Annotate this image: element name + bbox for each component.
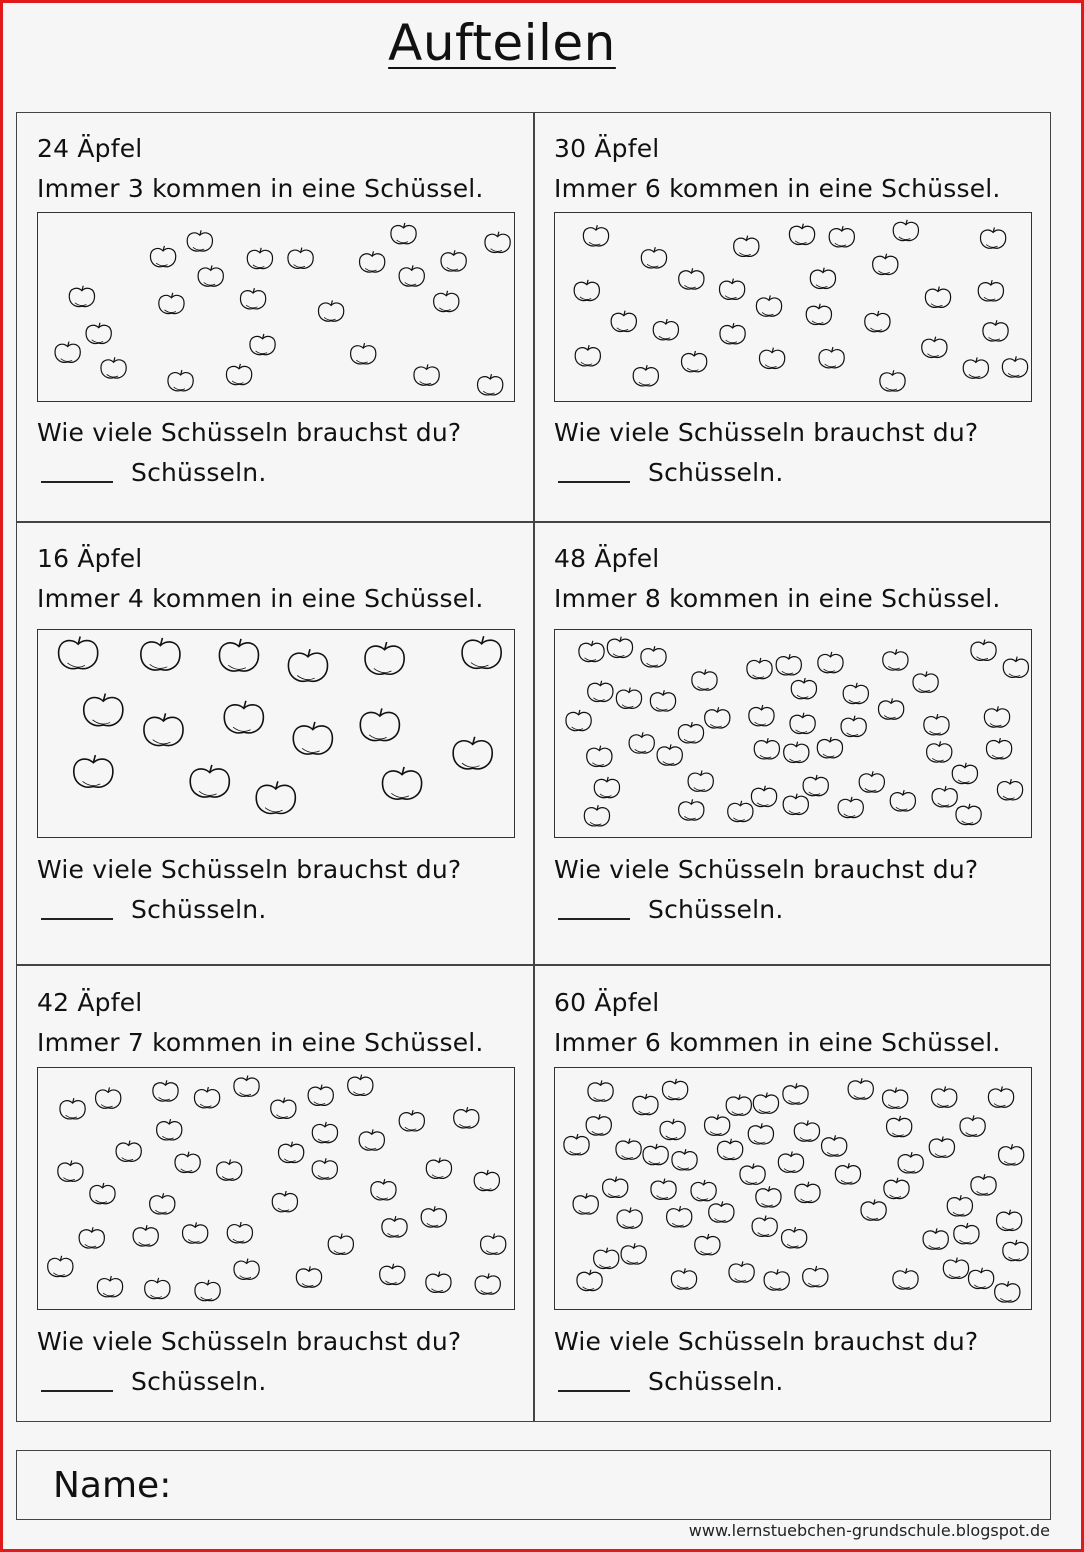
apple-icon [754, 738, 779, 759]
apple-icon [817, 737, 842, 758]
apple-icon [657, 744, 682, 765]
apple-icon [288, 649, 327, 681]
apple-icon [485, 232, 510, 253]
task-question: Wie viele Schüsseln brauchst du? [37, 1327, 462, 1356]
apple-icon [841, 716, 866, 737]
apple-icon [633, 1094, 658, 1115]
task-group-size: Immer 6 kommen in eine Schüssel. [554, 1028, 1001, 1057]
task-group-size: Immer 6 kommen in eine Schüssel. [554, 174, 1001, 203]
apple-icon [829, 226, 854, 247]
answer-blank[interactable] [558, 481, 630, 483]
apple-icon [153, 1080, 178, 1101]
apple-icon [441, 250, 466, 271]
apple-icon [399, 1110, 424, 1131]
apple-icon [651, 1179, 676, 1200]
apple-icon [159, 293, 184, 314]
apple-icon [633, 365, 658, 386]
apple-icon [288, 248, 313, 269]
apple-icon [859, 771, 884, 792]
apple-icon [133, 1225, 158, 1246]
apple-icon [783, 794, 808, 815]
apple-icon [348, 1075, 373, 1096]
apple-icon [764, 1269, 789, 1290]
apple-icon [759, 348, 784, 369]
task-apple-count: 30 Äpfel [554, 134, 660, 163]
apple-icon [588, 1080, 613, 1101]
apple-icon [219, 639, 258, 671]
apple-icon [818, 652, 843, 673]
apple-icon [69, 286, 94, 307]
task-group-size: Immer 7 kommen in eine Schüssel. [37, 1028, 484, 1057]
apple-icon [97, 1276, 122, 1297]
answer-blank[interactable] [558, 918, 630, 920]
apple-icon [101, 357, 126, 378]
apple-icon [883, 1087, 908, 1108]
apple-icon [198, 265, 223, 286]
apple-icon [577, 1270, 602, 1291]
apple-icon [641, 646, 666, 667]
apple-icon [1003, 657, 1028, 678]
apple-icon [835, 1163, 860, 1184]
apple-icon [371, 1179, 396, 1200]
apple-icon [843, 683, 868, 704]
apple-box [554, 1067, 1032, 1310]
task-question: Wie viele Schüsseln brauchst du? [37, 855, 462, 884]
apple-icon [751, 786, 776, 807]
apple-icon [574, 280, 599, 301]
apple-icon [224, 701, 263, 733]
apple-icon [234, 1076, 259, 1097]
grid-divider-row-2 [16, 964, 1051, 966]
apple-icon [952, 763, 977, 784]
apple-icon [968, 1268, 993, 1289]
task-apple-count: 48 Äpfel [554, 544, 660, 573]
answer-label: Schüsseln. [131, 895, 267, 924]
apple-icon [999, 1144, 1024, 1165]
apple-icon [810, 268, 835, 289]
task-question: Wie viele Schüsseln brauchst du? [554, 1327, 979, 1356]
apple-icon [629, 732, 654, 753]
apple-icon [360, 251, 385, 272]
apple-box [554, 212, 1032, 402]
grid-divider-vertical [533, 112, 535, 1422]
apple-icon [296, 1266, 321, 1287]
apple-icon [454, 1107, 479, 1128]
apple-icon [566, 710, 591, 731]
answer-label: Schüsseln. [131, 1367, 267, 1396]
apple-icon [234, 1259, 259, 1280]
apple-icon [791, 678, 816, 699]
apple-icon [890, 790, 915, 811]
apple-icon [883, 649, 908, 670]
apple-icon [616, 1138, 641, 1159]
apple-box [554, 629, 1032, 838]
apple-icon [79, 1227, 104, 1248]
apple-icon [588, 681, 613, 702]
apple-icon [475, 1273, 500, 1294]
apple-icon [778, 1152, 803, 1173]
apple-icon [932, 1086, 957, 1107]
task-apple-count: 24 Äpfel [37, 134, 143, 163]
answer-label: Schüsseln. [131, 458, 267, 487]
task-question: Wie viele Schüsseln brauchst du? [554, 855, 979, 884]
apple-icon [927, 741, 952, 762]
apple-icon [90, 1183, 115, 1204]
apple-icon [873, 254, 898, 275]
apple-icon [621, 1243, 646, 1264]
apple-icon [734, 236, 759, 257]
apple-icon [995, 1281, 1020, 1302]
apple-icon [705, 707, 730, 728]
apple-icon [753, 1092, 778, 1113]
apple-icon [594, 777, 619, 798]
apple-icon [984, 706, 1009, 727]
apple-icon [913, 671, 938, 692]
apple-icon [643, 1144, 668, 1165]
apple-icon [579, 641, 604, 662]
apple-icon [756, 295, 781, 316]
apple-icon [662, 1079, 687, 1100]
apple-icon [848, 1078, 873, 1099]
apple-icon [983, 320, 1008, 341]
apple-icon [271, 1098, 296, 1119]
apple-icon [943, 1258, 968, 1279]
apple-icon [116, 1141, 141, 1162]
apple-icon [60, 1098, 85, 1119]
apple-icon [688, 770, 713, 791]
apple-icon [988, 1086, 1013, 1107]
apple-icon [720, 323, 745, 344]
apple-icon [278, 1142, 303, 1163]
apple-icon [678, 722, 703, 743]
apple-icon [150, 1193, 175, 1214]
apple-icon [365, 642, 404, 674]
apple-box [37, 629, 515, 838]
apple-icon [256, 781, 295, 813]
apple-icon [748, 1123, 773, 1144]
apple-icon [717, 1139, 742, 1160]
apple-icon [55, 342, 80, 363]
apple-icon [729, 1261, 754, 1282]
apple-icon [884, 1178, 909, 1199]
task-question: Wie viele Schüsseln brauchst du? [554, 418, 979, 447]
apple-icon [641, 247, 666, 268]
apple-icon [963, 357, 988, 378]
apple-icon [240, 288, 265, 309]
answer-label: Schüsseln. [648, 1367, 784, 1396]
apple-icon [217, 1159, 242, 1180]
apple-icon [749, 705, 774, 726]
name-label: Name: [53, 1465, 172, 1506]
answer-blank[interactable] [41, 481, 113, 483]
apple-icon [806, 304, 831, 325]
apple-icon [719, 279, 744, 300]
apple-icon [380, 1264, 405, 1285]
apple-icon [141, 638, 180, 670]
apple-icon [865, 311, 890, 332]
apple-icon [924, 714, 949, 735]
page-title: Aufteilen [388, 14, 616, 72]
apple-icon [195, 1280, 220, 1301]
apple-icon [886, 1116, 911, 1137]
apple-icon [462, 636, 501, 668]
apple-icon [616, 688, 641, 709]
apple-icon [58, 1161, 83, 1182]
apple-icon [667, 1206, 692, 1227]
apple-icon [594, 1248, 619, 1269]
task-apple-count: 42 Äpfel [37, 988, 143, 1017]
apple-icon [960, 1115, 985, 1136]
apple-icon [794, 1120, 819, 1141]
apple-icon [250, 334, 275, 355]
apple-icon [838, 797, 863, 818]
apple-icon [691, 1180, 716, 1201]
apple-icon [583, 225, 608, 246]
apple-icon [1002, 356, 1027, 377]
apple-icon [318, 300, 343, 321]
apple-icon [954, 1223, 979, 1244]
apple-icon [226, 364, 251, 385]
apple-icon [997, 779, 1022, 800]
apple-icon [360, 708, 399, 740]
apple-icon [481, 1234, 506, 1255]
apple-icon [96, 1087, 121, 1108]
apple-icon [653, 319, 678, 340]
apple-icon [783, 1083, 808, 1104]
apple-icon [293, 722, 332, 754]
apple-icon [672, 1149, 697, 1170]
apple-icon [929, 1136, 954, 1157]
apple-icon [157, 1119, 182, 1140]
apple-icon [312, 1158, 337, 1179]
task-apple-count: 60 Äpfel [554, 988, 660, 1017]
apple-icon [819, 347, 844, 368]
apple-icon [932, 786, 957, 807]
apple-icon [383, 767, 422, 799]
apple-icon [399, 265, 424, 286]
apple-box [37, 1067, 515, 1310]
apple-icon [776, 654, 801, 675]
apple-icon [573, 1193, 598, 1214]
apple-icon [168, 370, 193, 391]
apple-icon [59, 637, 98, 669]
apple-icon [426, 1158, 451, 1179]
task-apple-count: 16 Äpfel [37, 544, 143, 573]
apple-icon [803, 775, 828, 796]
apple-icon [575, 345, 600, 366]
apple-icon [971, 640, 996, 661]
apple-icon [956, 804, 981, 825]
apple-icon [607, 637, 632, 658]
apple-icon [898, 1152, 923, 1173]
apple-icon [692, 669, 717, 690]
apple-icon [359, 1129, 384, 1150]
answer-blank[interactable] [41, 1390, 113, 1392]
apple-icon [795, 1182, 820, 1203]
apple-icon [564, 1134, 589, 1155]
apple-icon [756, 1186, 781, 1207]
apple-icon [781, 1227, 806, 1248]
apple-icon [986, 738, 1011, 759]
apple-icon [391, 223, 416, 244]
apple-icon [671, 1268, 696, 1289]
apple-icon [978, 280, 1003, 301]
apple-icon [704, 1115, 729, 1136]
apple-icon [453, 737, 492, 769]
apple-icon [247, 248, 272, 269]
apple-icon [351, 343, 376, 364]
apple-icon [227, 1222, 252, 1243]
apple-icon [822, 1135, 847, 1156]
apple-icon [74, 755, 113, 787]
apple-icon [861, 1199, 886, 1220]
answer-label: Schüsseln. [648, 458, 784, 487]
apple-icon [790, 713, 815, 734]
answer-label: Schüsseln. [648, 895, 784, 924]
apple-icon [145, 1278, 170, 1299]
apple-icon [784, 742, 809, 763]
apple-icon [971, 1174, 996, 1195]
footer-url: www.lernstuebchen-grundschule.blogspot.de [688, 1521, 1050, 1540]
apple-icon [272, 1191, 297, 1212]
apple-icon [587, 746, 612, 767]
apple-icon [617, 1207, 642, 1228]
task-question: Wie viele Schüsseln brauchst du? [37, 418, 462, 447]
apple-icon [183, 1222, 208, 1243]
apple-icon [474, 1170, 499, 1191]
apple-icon [421, 1206, 446, 1227]
task-group-size: Immer 8 kommen in eine Schüssel. [554, 584, 1001, 613]
apple-icon [308, 1085, 333, 1106]
apple-icon [1003, 1240, 1028, 1261]
apple-icon [980, 227, 1005, 248]
apple-icon [996, 1210, 1021, 1231]
apple-icon [190, 765, 229, 797]
apple-icon [426, 1272, 451, 1293]
apple-icon [650, 690, 675, 711]
apple-icon [922, 337, 947, 358]
apple-icon [175, 1152, 200, 1173]
apple-icon [312, 1122, 337, 1143]
apple-icon [611, 311, 636, 332]
apple-icon [752, 1216, 777, 1237]
answer-blank[interactable] [41, 918, 113, 920]
apple-icon [880, 370, 905, 391]
task-group-size: Immer 3 kommen in eine Schüssel. [37, 174, 484, 203]
apple-icon [747, 658, 772, 679]
apple-icon [740, 1163, 765, 1184]
apple-icon [586, 1114, 611, 1135]
apple-icon [328, 1234, 353, 1255]
apple-icon [695, 1234, 720, 1255]
apple-icon [925, 287, 950, 308]
apple-icon [86, 323, 111, 344]
apple-icon [679, 799, 704, 820]
apple-icon [947, 1195, 972, 1216]
apple-icon [923, 1228, 948, 1249]
apple-icon [803, 1266, 828, 1287]
apple-icon [728, 801, 753, 822]
apple-icon [382, 1216, 407, 1237]
apple-icon [187, 230, 212, 251]
grid-divider-row-1 [16, 521, 1051, 523]
apple-icon [84, 694, 123, 726]
apple-icon [48, 1256, 73, 1277]
apple-box [37, 212, 515, 402]
apple-icon [603, 1177, 628, 1198]
answer-blank[interactable] [558, 1390, 630, 1392]
apple-icon [150, 246, 175, 267]
apple-icon [434, 291, 459, 312]
apple-icon [478, 374, 503, 395]
apple-icon [679, 268, 704, 289]
apple-icon [878, 698, 903, 719]
apple-icon [681, 351, 706, 372]
apple-icon [726, 1094, 751, 1115]
apple-icon [709, 1201, 734, 1222]
task-group-size: Immer 4 kommen in eine Schüssel. [37, 584, 484, 613]
apple-icon [144, 713, 183, 745]
apple-icon [893, 1268, 918, 1289]
apple-icon [660, 1119, 685, 1140]
apple-icon [893, 220, 918, 241]
apple-icon [584, 805, 609, 826]
apple-icon [194, 1087, 219, 1108]
apple-icon [414, 364, 439, 385]
name-field[interactable] [16, 1450, 1051, 1520]
apple-icon [789, 224, 814, 245]
